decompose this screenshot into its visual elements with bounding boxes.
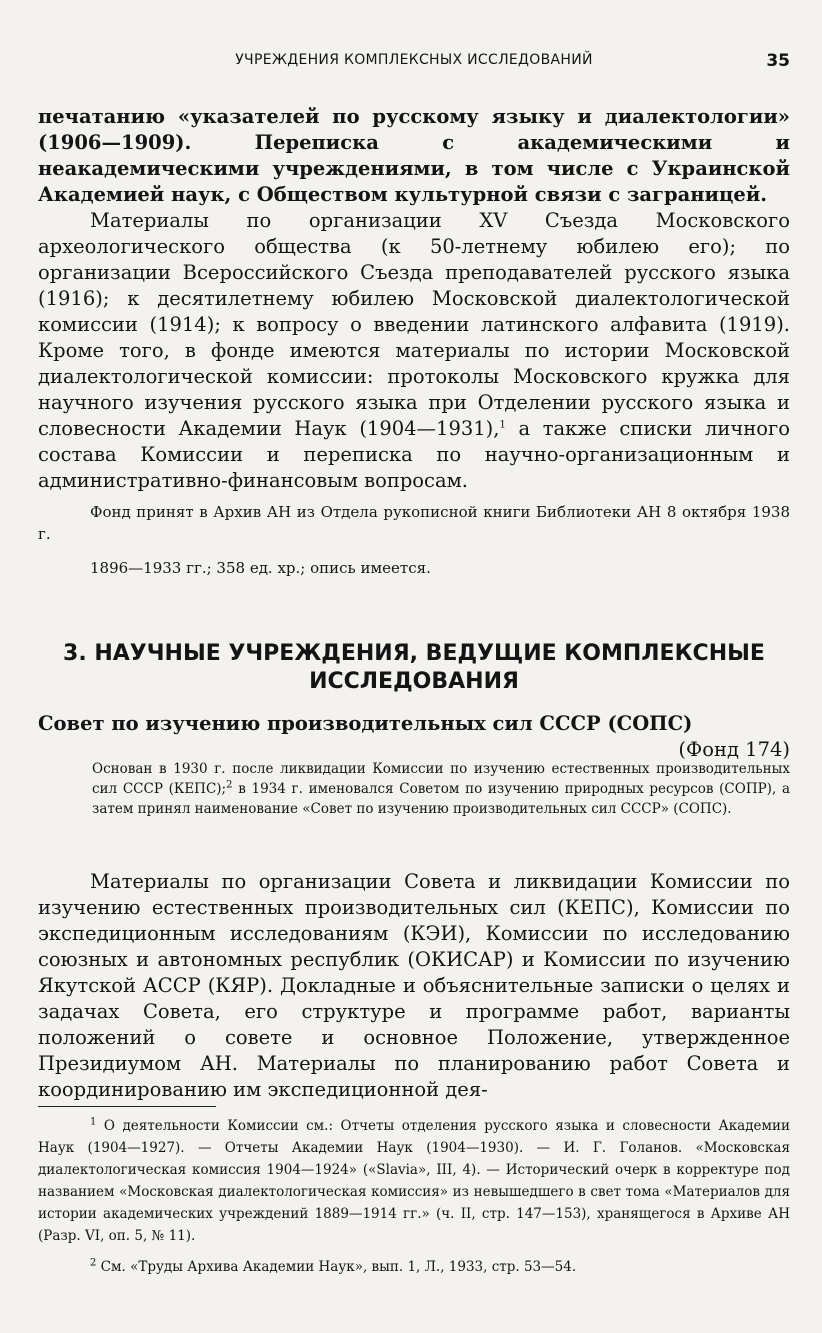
materials-text: Материалы по организации XV Съезда Московского археологического общества (к 50-летнему юбилею его); по организации Всероссийского Съезда преподавателей русского языка (1916); к десятилетнему юбилею Московской диалектологической комиссии (1914); к вопросу о введении латинского алфавита (1919). Кроме того, в фонде имеются материалы по истории Московской диалектологической комиссии: протоколы Московского кружка для научного изучения русского языка при Отделении русского языка и словесности Академии Наук (1904—1931),: [38, 209, 790, 440]
footnote-1-text: О деятельности Комиссии см.: Отчеты отделения русского языка и словесности Академии Наук (1904—1927). — Отчеты Академии Наук (1904—1930). — И. Г. Голанов. «Московская диалектологическая комиссия 1904—1924» («Slavia», III, 4). — Исторический очерк в корректуре под названием «Московская диалектологическая комиссия» из невышедшего в свет тома «Материалов для истории академических учреждений 1889—1914 гг.» (ч. II, стр. 147—153), хранящегося в Архиве АН (Разр. VI, оп. 5, № 11).: [38, 1118, 790, 1244]
footnote-ref-2: 2: [226, 779, 233, 791]
footnote-2-text: См. «Труды Архива Академии Наук», вып. 1, Л., 1933, стр. 53—54.: [96, 1259, 577, 1275]
fund-number: (Фонд 174): [678, 738, 790, 761]
footnote-ref-1: 1: [499, 419, 506, 431]
footnote-mark-2: 2: [90, 1257, 97, 1269]
footnote-divider: [38, 1106, 216, 1107]
fund-heading: [38, 711, 790, 763]
running-header: [38, 52, 790, 74]
foundation-text-tail: в 1934 г. именовался Советом по изучению природных ресурсов (СОПР), а затем принял наименование «Совет по изучению производительных сил СССР» (СОПС).: [92, 781, 790, 817]
running-title: УЧРЕЖДЕНИЯ КОМПЛЕКСНЫХ ИССЛЕДОВАНИЙ: [235, 52, 593, 68]
sops-body-paragraph: Материалы по организации Совета и ликвидации Комиссии по изучению естественных производительных сил (КЕПС), Комиссии по экспедиционным исследованиям (КЭИ), Комиссии по исследованию союзных и автономных республик (ОКИСАР) и Комиссии по изучению Якутской АССР (КЯР). Докладные и объяснительные записки о целях и задачах Совета, его структуре и программе работ, варианты положений о совете и основное Положение, утвержденное Президиумом АН. Материалы по планированию работ Совета и координированию им экспедиционной дея-: [38, 870, 790, 1101]
extent-note: 1896—1933 гг.; 358 ед. хр.; опись имеется.: [90, 559, 431, 577]
foundation-note: [92, 759, 790, 819]
footnote-mark-1: 1: [90, 1116, 97, 1128]
footnote-1: [38, 1115, 790, 1247]
section-heading: 3. НАУЧНЫЕ УЧРЕЖДЕНИЯ, ВЕДУЩИЕ КОМПЛЕКСНЫЕ ИССЛЕДОВАНИЯ: [63, 641, 765, 694]
accession-note: Фонд принят в Архив АН из Отдела рукописной книги Библиотеки АН 8 октября 1938 г.: [38, 503, 790, 543]
materials-paragraph: [38, 208, 790, 494]
foundation-text: Основан в 1930 г. после ликвидации Комиссии по изучению естественных производительных сил СССР (КЕПС);: [92, 761, 790, 797]
continued-paragraph: печатанию «указателей по русскому языку и диалектологии» (1906—1909). Переписка с академическими и неакадемическими учреждениями, в том числе с Украинской Академией наук, с Обществом культурной связи с заграницей.: [38, 105, 790, 206]
materials-text-tail: а также списки личного состава Комиссии и переписка по научно-организационным и административно-финансовым вопросам.: [38, 417, 790, 492]
page-number: 35: [766, 51, 790, 71]
organization-name: Совет по изучению производительных сил СССР (СОПС): [38, 712, 693, 735]
footnote-2: [38, 1256, 790, 1278]
